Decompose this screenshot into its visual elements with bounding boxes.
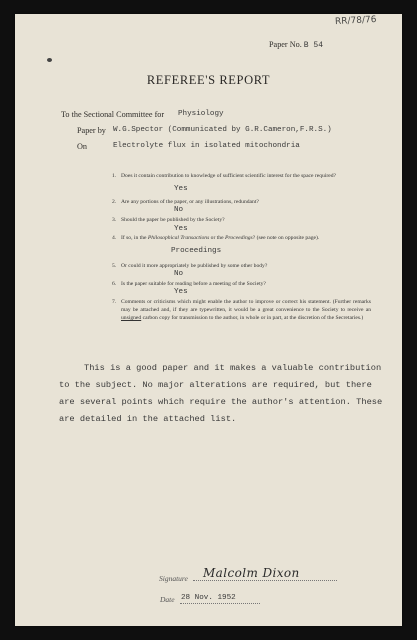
question-5: 5. Or could it more appropriately be published by some other body? — [112, 263, 268, 269]
comments-block — [59, 360, 382, 428]
handwritten-reference: RR/78/76 — [334, 14, 377, 28]
signature: Malcolm Dixon — [203, 566, 300, 580]
ink-dot — [47, 58, 52, 62]
paper-by-label: Paper by — [77, 126, 106, 135]
answer-2: No — [174, 206, 184, 214]
report-sheet — [15, 14, 402, 626]
comment-line-2: to the subject. No major alterations are required, but there — [59, 380, 372, 390]
comment-line-1: This is a good paper and it makes a valuable contribution — [84, 363, 382, 373]
answer-4: Proceedings — [171, 247, 222, 255]
committee-label: To the Sectional Committee for — [61, 110, 165, 119]
document-title: REFEREE'S REPORT — [146, 73, 271, 87]
question-4: 4. If so, in the Philosophical Transactions or the Proceedings? (see note on opposite page). — [112, 235, 320, 241]
committee-value: Physiology — [178, 110, 224, 118]
question-2: 2. Are any portions of the paper, or any illustrations, redundant? — [112, 199, 259, 205]
date-label: Date — [160, 595, 175, 604]
question-6: 6. Is the paper suitable for reading before a meeting of the Society? — [112, 281, 266, 287]
comment-line-4: are detailed in the attached list. — [59, 414, 237, 424]
answer-5: No — [174, 270, 184, 278]
date-value: 28 Nov. 1952 — [181, 594, 236, 602]
paper-number — [269, 40, 323, 50]
paper-number-value: B 54 — [303, 41, 323, 50]
answer-3: Yes — [174, 225, 188, 233]
question-7: 7. Comments or criticisms which might enable the author to improve or correct his statement. (Further remarks may be attached and, if they are typewritten, it would be a great convenience to the Society to receive an unsigned carbon copy for transmission to the author, in whole or in part, at the discretion of the Secretaries.) — [112, 299, 371, 321]
on-label: On — [77, 142, 88, 151]
comment-line-3: are several points which require the author's attention. These — [59, 397, 383, 407]
committee-line — [61, 110, 164, 119]
answer-1: Yes — [174, 185, 188, 193]
paper-number-label: Paper No. — [269, 40, 302, 49]
question-1: 1. Does it contain contribution to knowledge of sufficient scientific interest for the space required? — [112, 173, 337, 179]
signature-line — [193, 580, 337, 581]
question-3: 3. Should the paper be published by the Society? — [112, 217, 225, 223]
signature-label: Signature — [159, 574, 188, 583]
on-value: Electrolyte flux in isolated mitochondria — [113, 142, 300, 150]
answer-6: Yes — [174, 288, 188, 296]
date-line — [180, 603, 260, 604]
paper-by-value: W.G.Spector (Communicated by G.R.Cameron,F.R.S.) — [113, 126, 332, 134]
